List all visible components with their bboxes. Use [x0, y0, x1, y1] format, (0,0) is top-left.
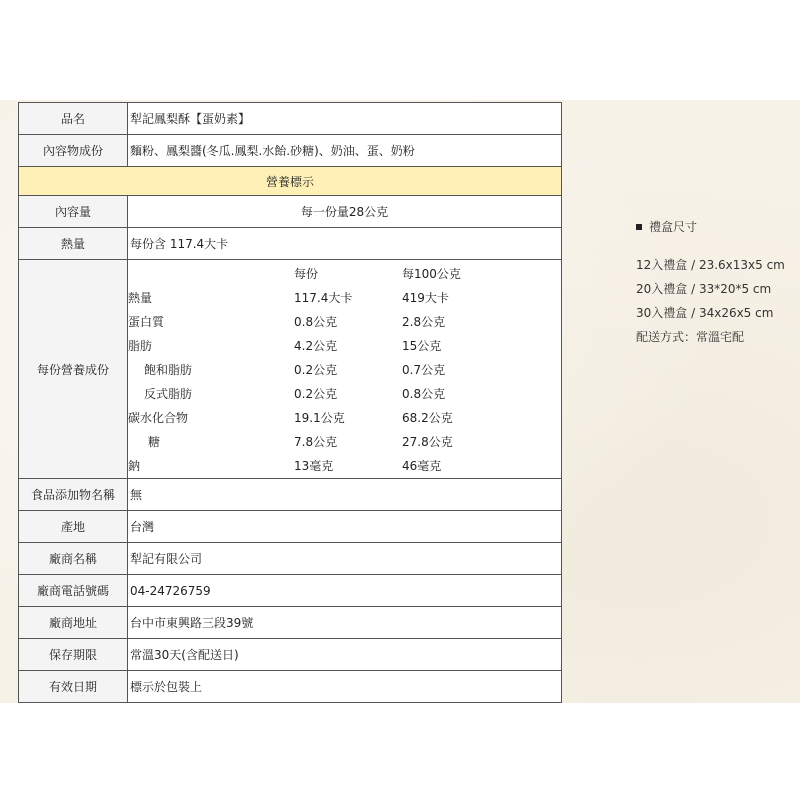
nutrition-per-serving: 4.2公克: [294, 338, 338, 353]
value-phone: 04-24726759: [128, 575, 562, 607]
nutrition-name: 反式脂肪: [144, 386, 193, 401]
table-row-ingredients: [19, 135, 562, 167]
nutrition-row: [128, 453, 502, 477]
square-bullet-icon: [636, 224, 642, 230]
label-ingredients: 內容物成份: [19, 135, 128, 167]
label-origin: 產地: [19, 511, 128, 543]
label-manufacturer: 廠商名稱: [19, 543, 128, 575]
nutrition-per-100g: 0.7公克: [402, 362, 446, 377]
nutrition-name: 碳水化合物: [128, 410, 189, 425]
nutrition-table: [128, 261, 502, 477]
label-nutrition: 每份營養成份: [19, 260, 128, 479]
nutrition-per-100g: 0.8公克: [402, 386, 446, 401]
delivery-method: 配送方式：常溫宅配: [636, 330, 745, 344]
value-manufacturer: 犁記有限公司: [128, 543, 562, 575]
nutrition-name: 脂肪: [128, 338, 153, 353]
nutrition-cell: [128, 260, 562, 479]
nutrition-name: 鈉: [128, 458, 141, 473]
label-product-name: 品名: [19, 103, 128, 135]
label-phone: 廠商電話號碼: [19, 575, 128, 607]
table-row-nutrition: [19, 260, 562, 479]
nutrition-row: [128, 357, 502, 381]
nutrition-per-100g: 2.8公克: [402, 314, 446, 329]
table-row-expiry: [19, 671, 562, 703]
gift-box-line: 30入禮盒 / 34x26x5 cm: [636, 306, 774, 320]
nutrition-per-100g: 46毫克: [402, 458, 442, 473]
value-product-name: 犁記鳳梨酥【蛋奶素】: [128, 103, 562, 135]
nutrition-row: [128, 405, 502, 429]
nutrition-row: [128, 285, 502, 309]
table-row-address: [19, 607, 562, 639]
nutrition-name: 熱量: [128, 290, 153, 305]
value-shelf-life: 常溫30天(含配送日): [128, 639, 562, 671]
nutrition-per-100g: 419大卡: [402, 290, 449, 305]
gift-box-line: 20入禮盒 / 33*20*5 cm: [636, 282, 772, 296]
nutrition-per-serving: 0.8公克: [294, 314, 338, 329]
label-additives: 食品添加物名稱: [19, 479, 128, 511]
nutrition-name: 糖: [148, 434, 161, 449]
table-row-origin: [19, 511, 562, 543]
value-calorie: 每份含 117.4大卡: [128, 228, 562, 260]
nutrition-header-per-100g: 每100公克: [402, 266, 461, 281]
nutrition-row: [128, 429, 502, 453]
table-row-nutrition-section: [19, 167, 562, 196]
table-row-additives: [19, 479, 562, 511]
nutrition-per-serving: 0.2公克: [294, 386, 338, 401]
nutrition-per-serving: 19.1公克: [294, 410, 345, 425]
table-row-product-name: [19, 103, 562, 135]
label-expiry: 有效日期: [19, 671, 128, 703]
nutrition-header-row: [128, 261, 502, 285]
value-origin: 台灣: [128, 511, 562, 543]
gift-box-title-text: 禮盒尺寸: [649, 220, 698, 234]
nutrition-per-100g: 68.2公克: [402, 410, 453, 425]
nutrition-name: 飽和脂肪: [144, 362, 193, 377]
label-address: 廠商地址: [19, 607, 128, 639]
nutrition-name: 蛋白質: [128, 314, 165, 329]
page-background: [0, 100, 800, 703]
nutrition-row: [128, 333, 502, 357]
product-spec-table: [18, 102, 562, 703]
gift-box-title: [636, 218, 785, 235]
gift-box-info: [636, 218, 785, 349]
value-additives: 無: [128, 479, 562, 511]
value-address: 台中市東興路三段39號: [128, 607, 562, 639]
nutrition-section-title: 營養標示: [19, 167, 562, 196]
nutrition-per-100g: 27.8公克: [402, 434, 453, 449]
nutrition-header-per-serving: 每份: [294, 266, 319, 281]
value-expiry: 標示於包裝上: [128, 671, 562, 703]
table-row-content: [19, 196, 562, 228]
value-content: 每一份量28公克: [128, 196, 562, 228]
nutrition-per-serving: 13毫克: [294, 458, 334, 473]
table-row-manufacturer: [19, 543, 562, 575]
nutrition-per-serving: 0.2公克: [294, 362, 338, 377]
value-ingredients: 麵粉、鳳梨醬(冬瓜.鳳梨.水飴.砂糖)、奶油、蛋、奶粉: [128, 135, 562, 167]
nutrition-header-blank: [128, 261, 294, 285]
label-calorie: 熱量: [19, 228, 128, 260]
gift-box-line: 12入禮盒 / 23.6x13x5 cm: [636, 258, 785, 272]
label-content: 內容量: [19, 196, 128, 228]
label-shelf-life: 保存期限: [19, 639, 128, 671]
nutrition-per-serving: 117.4大卡: [294, 290, 353, 305]
nutrition-row: [128, 309, 502, 333]
table-row-calorie: [19, 228, 562, 260]
table-row-shelf-life: [19, 639, 562, 671]
nutrition-per-100g: 15公克: [402, 338, 442, 353]
nutrition-row: [128, 381, 502, 405]
nutrition-per-serving: 7.8公克: [294, 434, 338, 449]
table-row-phone: [19, 575, 562, 607]
